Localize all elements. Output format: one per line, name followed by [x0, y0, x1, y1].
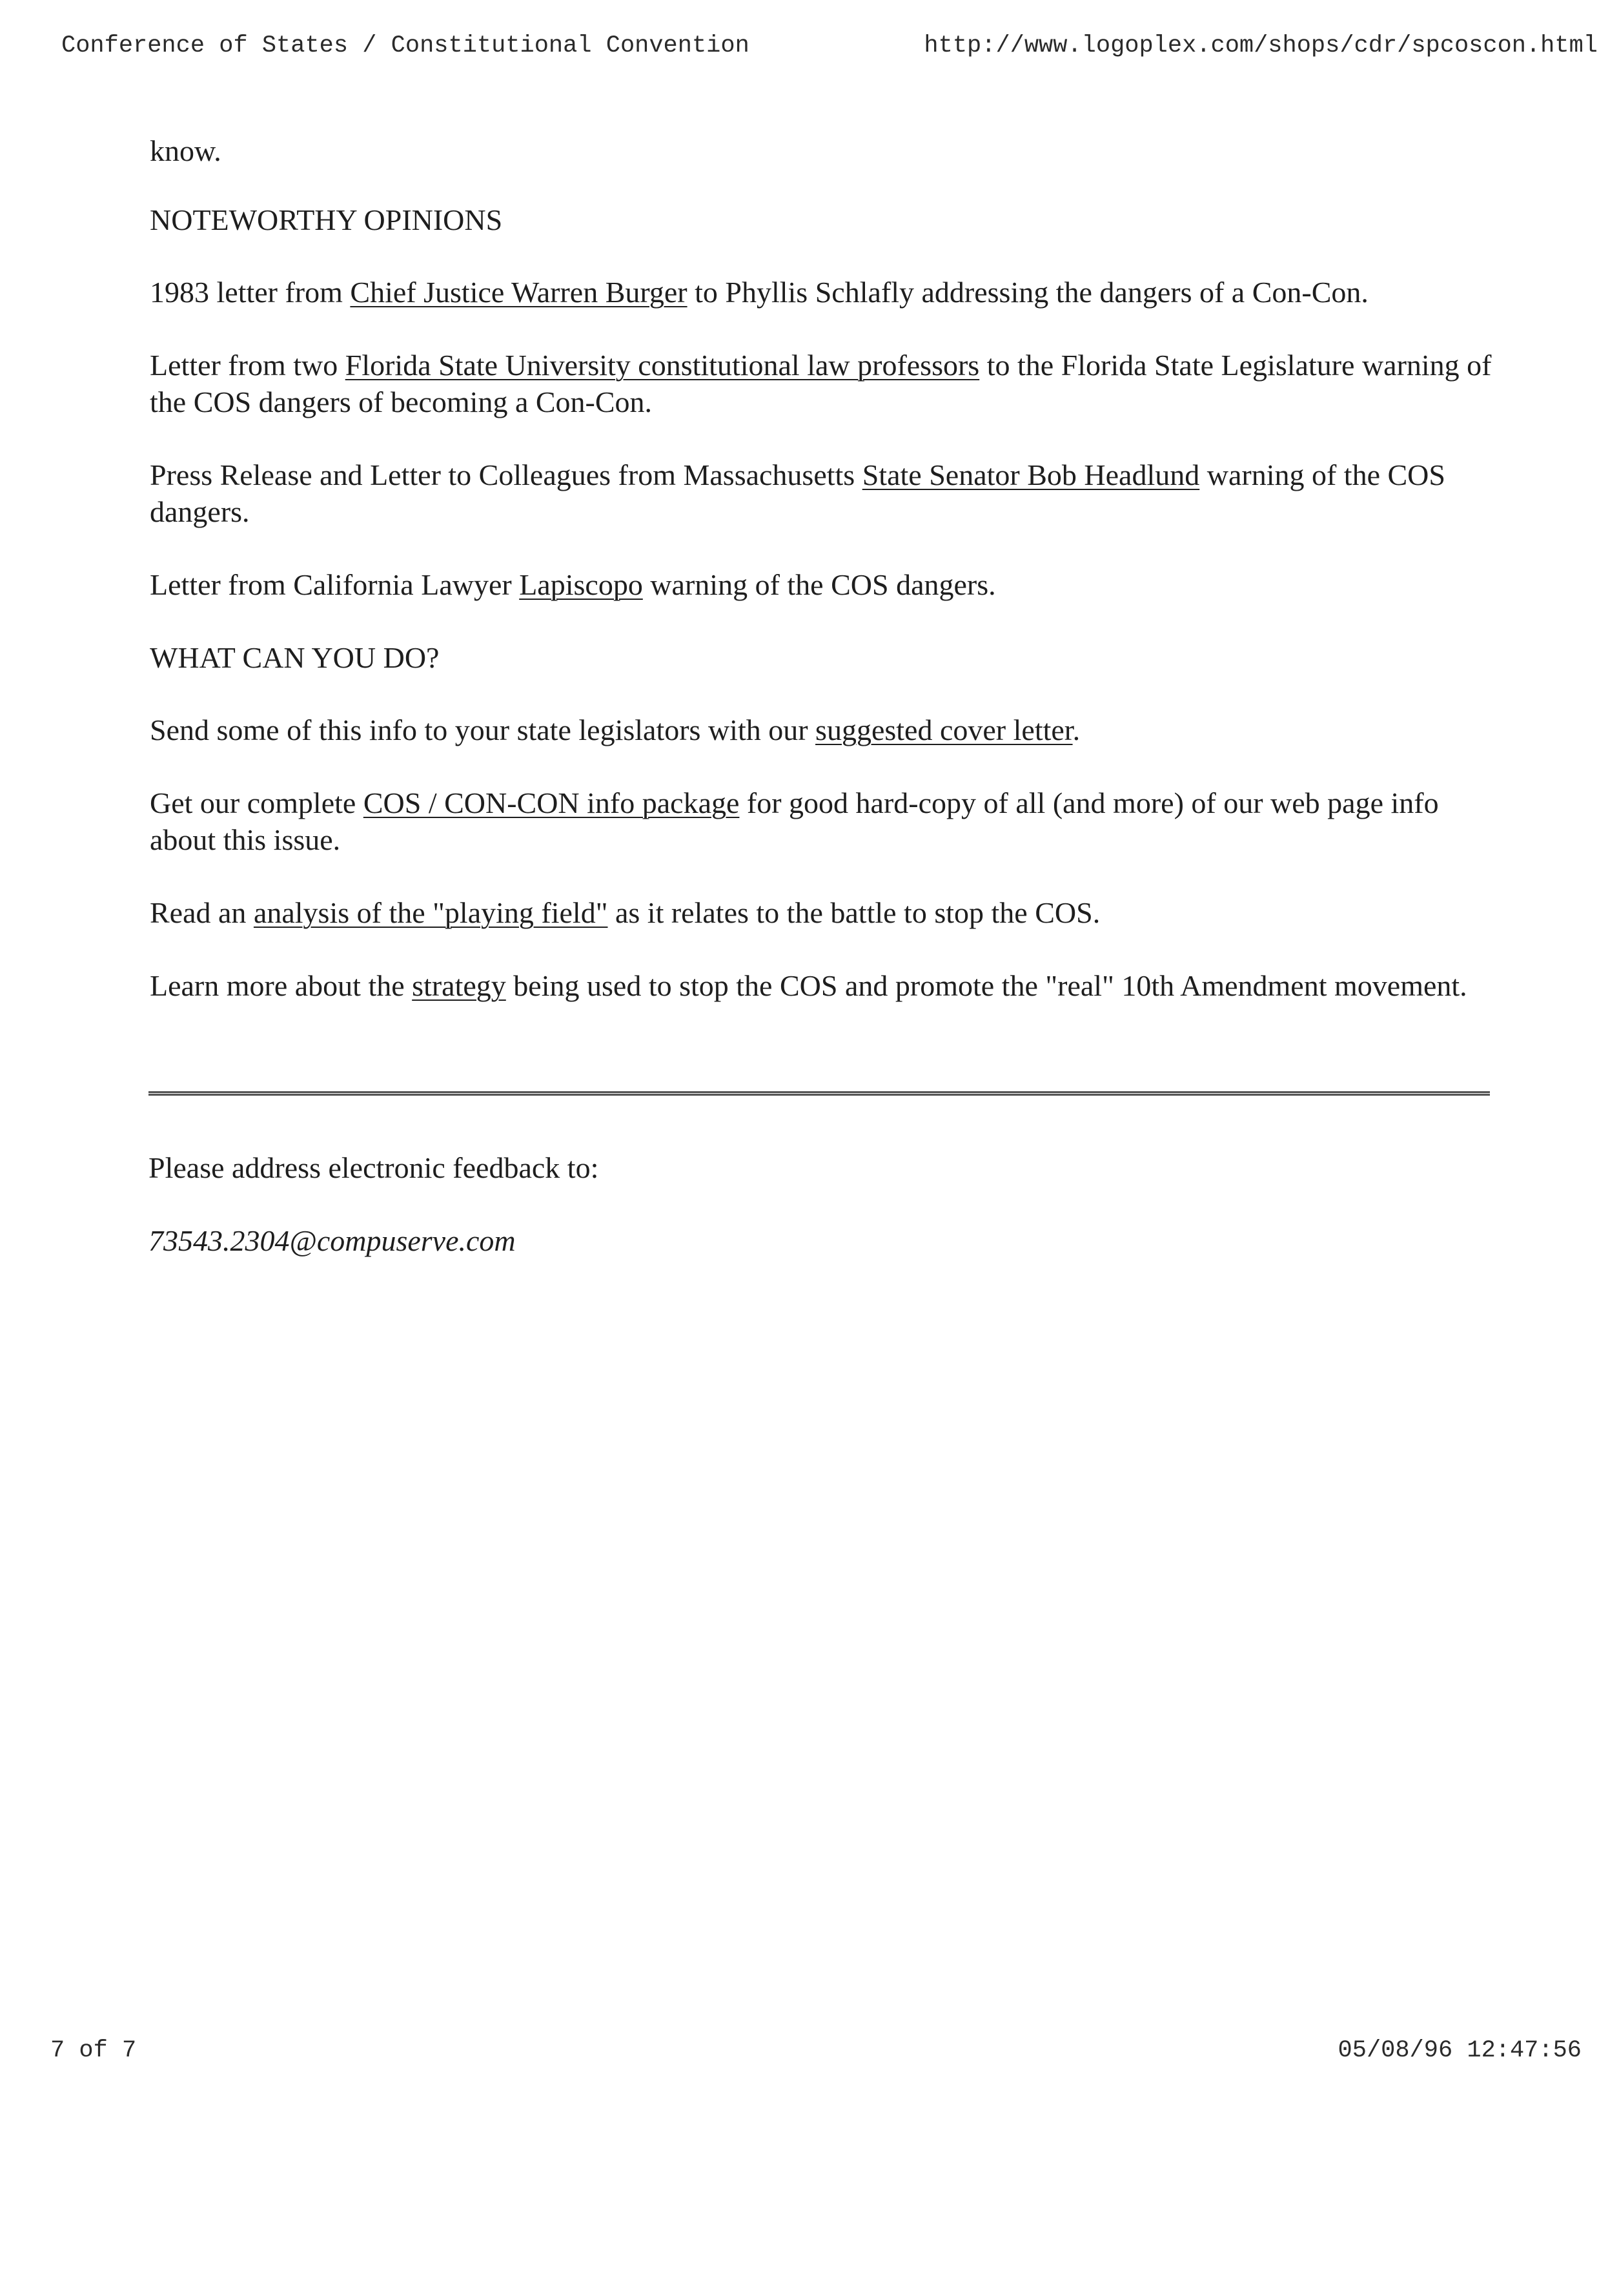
page-title: Conference of States / Constitutional Convention [61, 32, 749, 59]
link-playing-field-analysis[interactable]: analysis of the "playing field" [253, 896, 608, 929]
action-item: Learn more about the strategy being used to stop the COS and promote the "real" 10th Amendment movement. [150, 969, 1467, 1002]
feedback-section [148, 1149, 598, 1295]
heading-what-can-you-do: WHAT CAN YOU DO? [150, 641, 440, 674]
print-header [61, 32, 1598, 59]
link-strategy[interactable]: strategy [412, 969, 506, 1002]
heading-noteworthy-opinions: NOTEWORTHY OPINIONS [150, 203, 503, 236]
link-suggested-cover-letter[interactable]: suggested cover letter [815, 713, 1073, 746]
feedback-label: Please address electronic feedback to: [148, 1151, 599, 1184]
link-senator-bob-headlund[interactable]: State Senator Bob Headlund [862, 458, 1200, 491]
link-fsu-law-professors[interactable]: Florida State University constitutional law professors [345, 349, 980, 382]
action-item: Read an analysis of the "playing field" as it relates to the battle to stop the COS. [150, 896, 1101, 929]
opinion-item: Letter from California Lawyer Lapiscopo warning of the COS dangers. [150, 568, 996, 601]
opinion-item: 1983 letter from Chief Justice Warren Burger to Phyllis Schlafly addressing the dangers of a Con-Con. [150, 276, 1369, 309]
opinion-item: Press Release and Letter to Colleagues from Massachusetts State Senator Bob Headlund warning of the COS dangers. [150, 458, 1445, 528]
action-item: Send some of this info to your state legislators with our suggested cover letter. [150, 713, 1081, 746]
horizontal-rule [148, 1091, 1490, 1096]
link-chief-justice-warren-burger[interactable]: Chief Justice Warren Burger [350, 276, 687, 309]
print-timestamp: 05/08/96 12:47:56 [1338, 2037, 1582, 2064]
main-content [150, 132, 1499, 1040]
continued-text: know. [150, 134, 221, 167]
link-lapiscopo[interactable]: Lapiscopo [519, 568, 643, 601]
page-number: 7 of 7 [50, 2037, 137, 2064]
opinion-item: Letter from two Florida State University constitutional law professors to the Florida State Legislature warning of the COS dangers of becoming a Con-Con. [150, 349, 1492, 418]
feedback-email: 73543.2304@compuserve.com [148, 1224, 516, 1257]
link-info-package[interactable]: COS / CON-CON info package [363, 786, 740, 819]
action-item: Get our complete COS / CON-CON info package for good hard-copy of all (and more) of our web page info about this issue. [150, 786, 1439, 856]
page-url: http://www.logoplex.com/shops/cdr/spcoscon.html [924, 32, 1598, 59]
